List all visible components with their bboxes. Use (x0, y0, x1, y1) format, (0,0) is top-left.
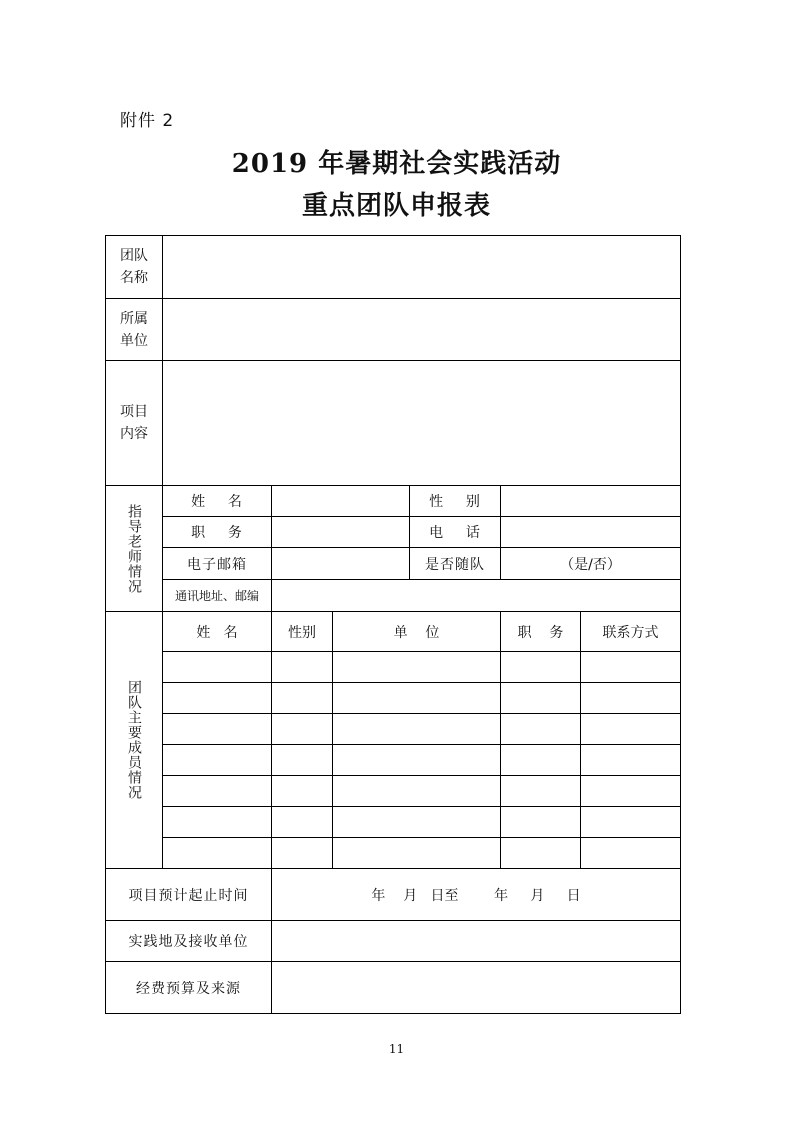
member-gender-cell[interactable] (272, 652, 333, 683)
location-label: 实践地及接收单位 (106, 921, 272, 962)
member-contact-cell[interactable] (581, 745, 681, 776)
period-field[interactable]: 年 月 日至 年 月 日 (272, 869, 681, 921)
members-section-label: 团队主要成员情况 (106, 612, 163, 869)
project-row (106, 361, 681, 486)
project-label: 项目 内容 (106, 361, 163, 486)
member-contact-cell[interactable] (581, 807, 681, 838)
member-row (106, 807, 681, 838)
advisor-phone-field[interactable] (501, 517, 681, 548)
member-row (106, 745, 681, 776)
application-form-table (105, 235, 681, 1014)
member-contact-cell[interactable] (581, 776, 681, 807)
advisor-phone-label: 电 话 (410, 517, 501, 548)
funding-label: 经费预算及来源 (106, 962, 272, 1014)
member-name-cell[interactable] (163, 745, 272, 776)
member-name-cell[interactable] (163, 838, 272, 869)
project-field[interactable] (163, 361, 681, 486)
member-name-cell[interactable] (163, 807, 272, 838)
member-unit-cell[interactable] (333, 652, 501, 683)
members-col-name: 姓 名 (163, 612, 272, 652)
advisor-email-field[interactable] (272, 548, 410, 580)
advisor-row-1 (106, 486, 681, 517)
member-position-cell[interactable] (501, 714, 581, 745)
member-row (106, 714, 681, 745)
location-row (106, 921, 681, 962)
member-gender-cell[interactable] (272, 745, 333, 776)
unit-label: 所属 单位 (106, 299, 163, 361)
member-gender-cell[interactable] (272, 683, 333, 714)
member-unit-cell[interactable] (333, 838, 501, 869)
advisor-row-3 (106, 548, 681, 580)
member-contact-cell[interactable] (581, 838, 681, 869)
unit-field[interactable] (163, 299, 681, 361)
member-name-cell[interactable] (163, 683, 272, 714)
advisor-accompany-label: 是否随队 (410, 548, 501, 580)
member-position-cell[interactable] (501, 652, 581, 683)
advisor-accompany-field[interactable]: （是/否） (501, 548, 681, 580)
period-label: 项目预计起止时间 (106, 869, 272, 921)
advisor-position-field[interactable] (272, 517, 410, 548)
member-unit-cell[interactable] (333, 745, 501, 776)
advisor-name-field[interactable] (272, 486, 410, 517)
member-name-cell[interactable] (163, 652, 272, 683)
advisor-position-label: 职 务 (163, 517, 272, 548)
member-name-cell[interactable] (163, 714, 272, 745)
members-header-row (106, 612, 681, 652)
funding-field[interactable] (272, 962, 681, 1014)
member-position-cell[interactable] (501, 838, 581, 869)
advisor-name-label: 姓 名 (163, 486, 272, 517)
advisor-address-label: 通讯地址、邮编 (163, 580, 272, 612)
page-number: 11 (388, 1042, 405, 1056)
member-position-cell[interactable] (501, 745, 581, 776)
advisor-row-4 (106, 580, 681, 612)
team-name-field[interactable] (163, 236, 681, 299)
location-field[interactable] (272, 921, 681, 962)
members-col-gender: 性别 (272, 612, 333, 652)
member-position-cell[interactable] (501, 776, 581, 807)
attachment-label: 附件 2 (120, 111, 175, 131)
members-col-unit: 单 位 (333, 612, 501, 652)
member-row (106, 776, 681, 807)
member-contact-cell[interactable] (581, 714, 681, 745)
member-row (106, 838, 681, 869)
advisor-row-2 (106, 517, 681, 548)
member-position-cell[interactable] (501, 683, 581, 714)
member-gender-cell[interactable] (272, 714, 333, 745)
member-gender-cell[interactable] (272, 838, 333, 869)
funding-row (106, 962, 681, 1014)
form-title-line1: 2019 年暑期社会实践活动 (231, 149, 562, 179)
team-name-label: 团队 名称 (106, 236, 163, 299)
team-name-row (106, 236, 681, 299)
advisor-section-label: 指导老师情况 (106, 486, 163, 612)
member-unit-cell[interactable] (333, 776, 501, 807)
member-contact-cell[interactable] (581, 652, 681, 683)
advisor-email-label: 电子邮箱 (163, 548, 272, 580)
member-row (106, 683, 681, 714)
form-title-line2: 重点团队申报表 (301, 191, 491, 221)
advisor-gender-field[interactable] (501, 486, 681, 517)
member-gender-cell[interactable] (272, 807, 333, 838)
member-name-cell[interactable] (163, 776, 272, 807)
member-row (106, 652, 681, 683)
member-unit-cell[interactable] (333, 807, 501, 838)
unit-row (106, 299, 681, 361)
members-col-contact: 联系方式 (581, 612, 681, 652)
member-gender-cell[interactable] (272, 776, 333, 807)
member-unit-cell[interactable] (333, 683, 501, 714)
members-col-position: 职 务 (501, 612, 581, 652)
advisor-gender-label: 性 别 (410, 486, 501, 517)
member-position-cell[interactable] (501, 807, 581, 838)
advisor-address-field[interactable] (272, 580, 681, 612)
member-contact-cell[interactable] (581, 683, 681, 714)
period-row (106, 869, 681, 921)
member-unit-cell[interactable] (333, 714, 501, 745)
